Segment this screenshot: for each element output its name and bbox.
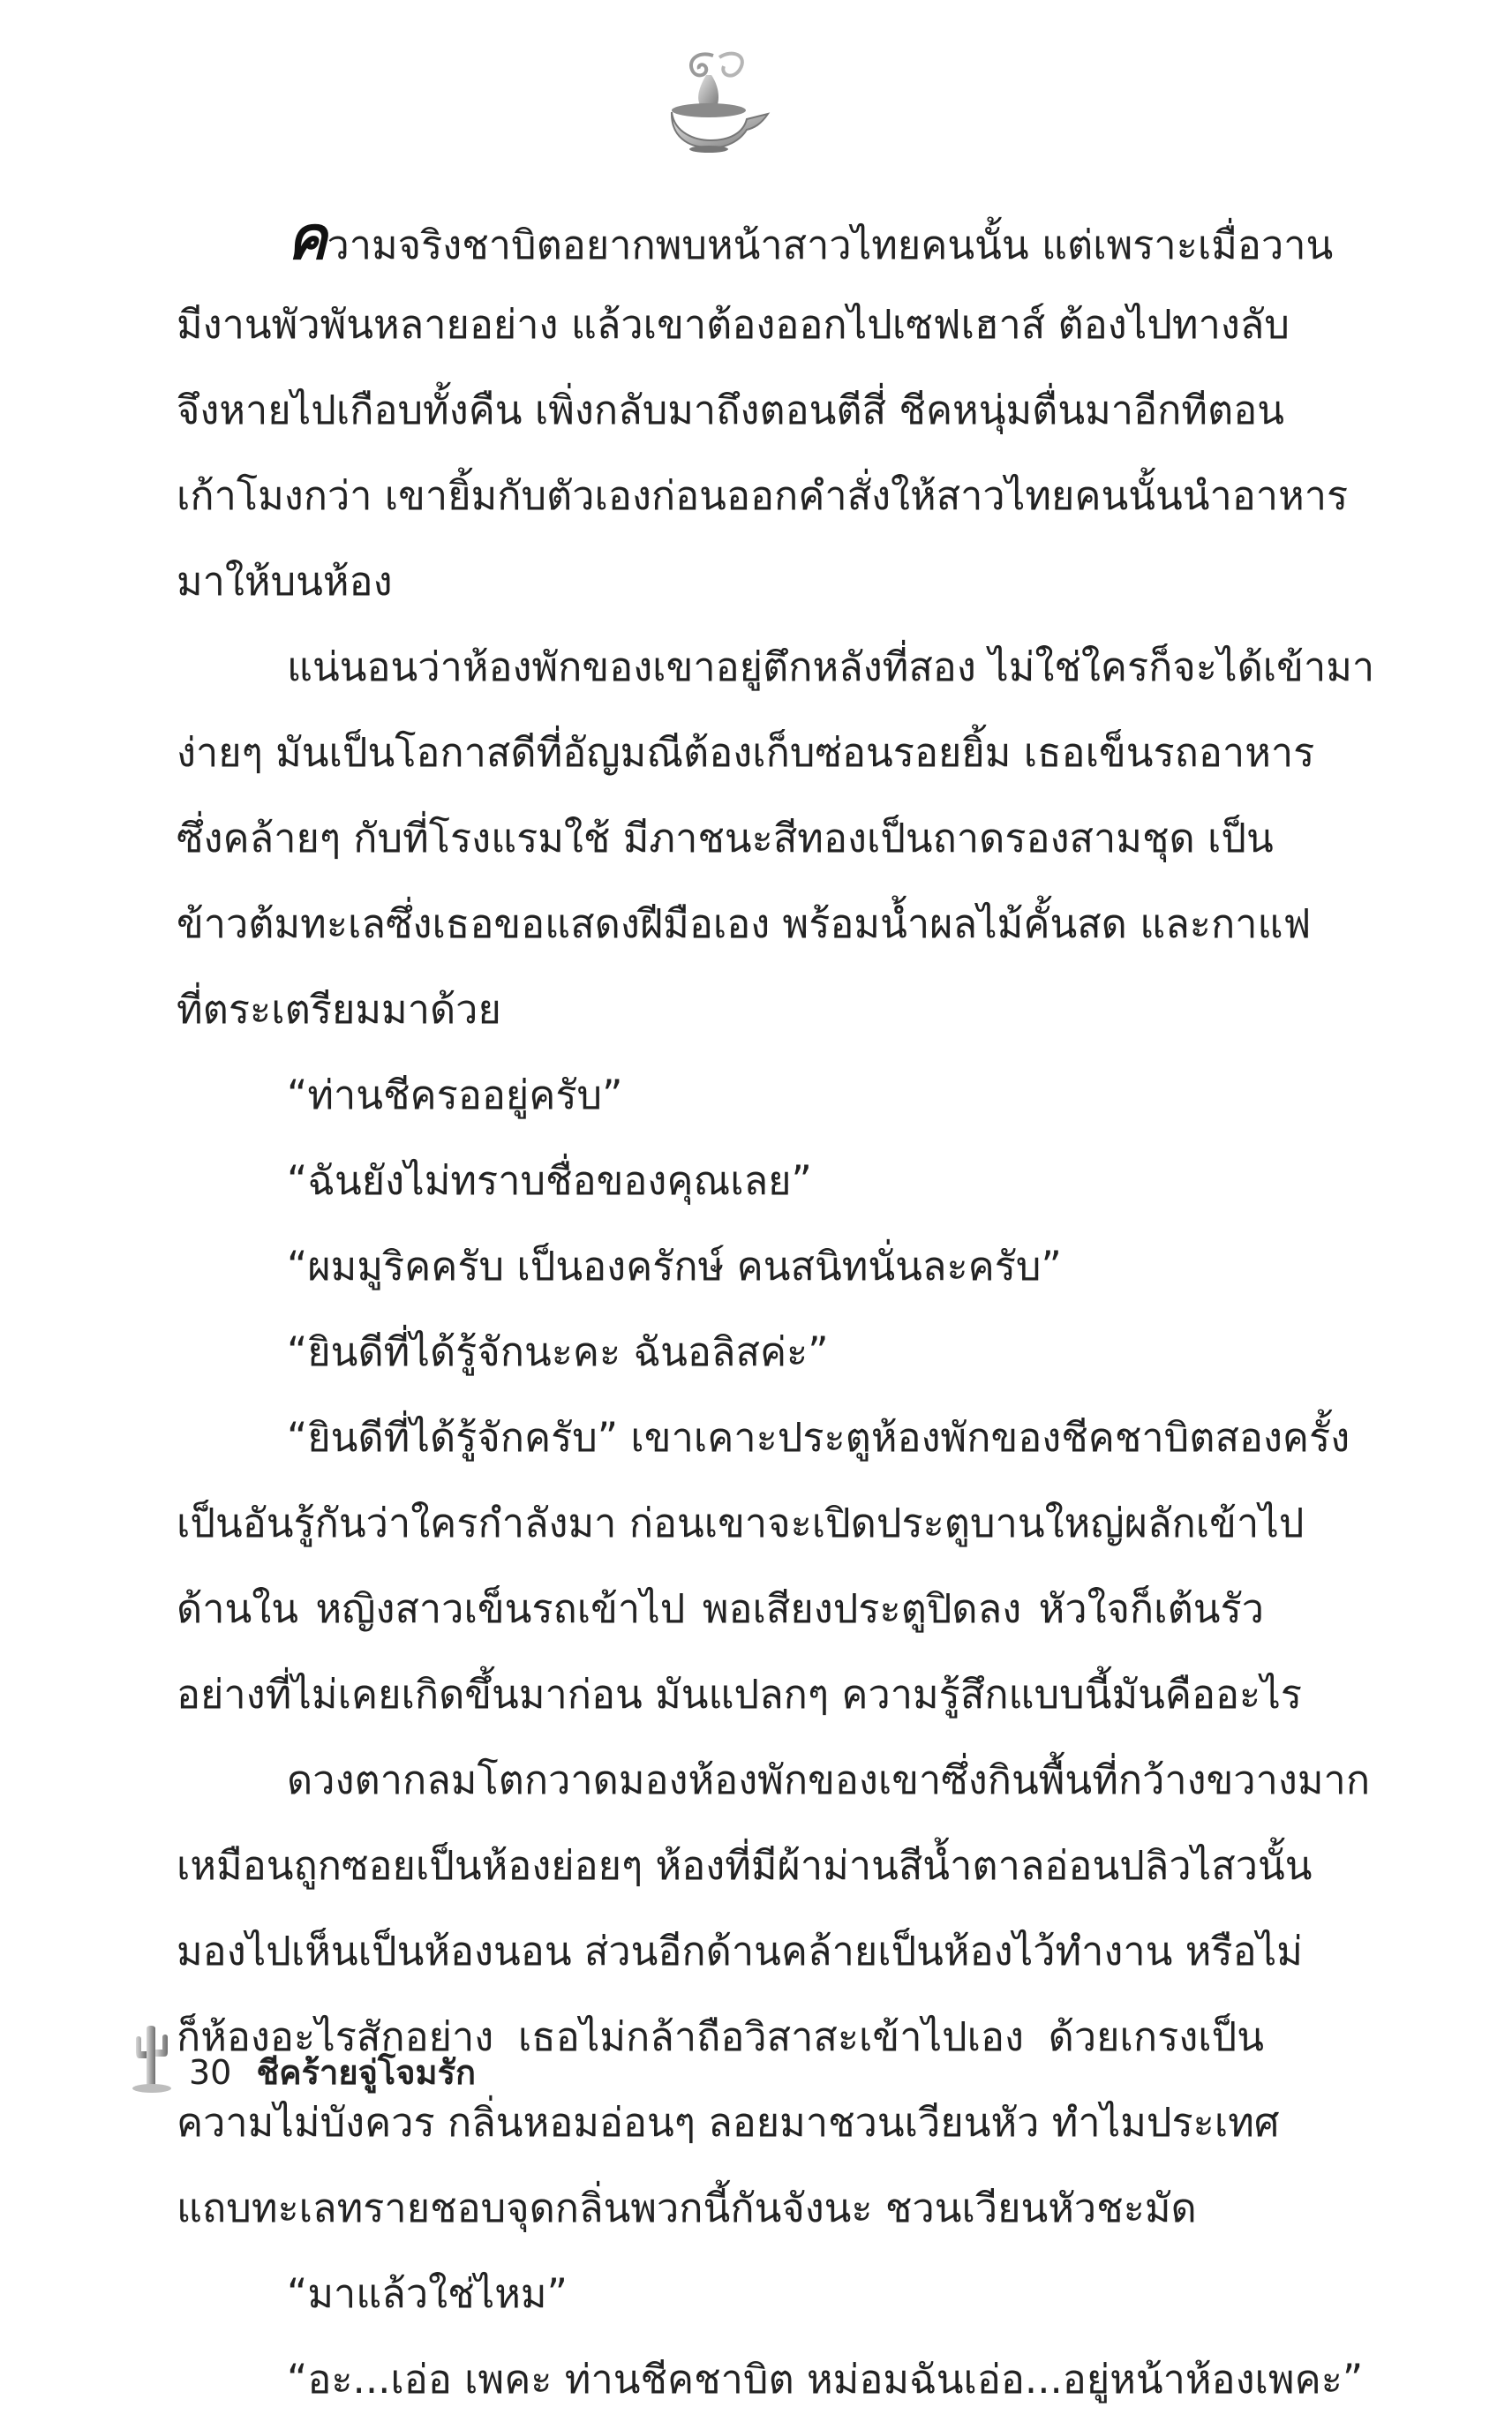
text-line: ซึ่งคล้ายๆ กับที่โรงแรมใช้ มีภาชนะสีทองเป็นถาดรองสามชุด เป็น (177, 815, 1274, 861)
drop-cap: ค (287, 204, 327, 274)
dialogue-line: “ท่านชีครออยู่ครับ” (287, 1072, 623, 1118)
text-line: อย่างที่ไม่เคยเกิดขึ้นมาก่อน มันแปลกๆ ความรู้สึกแบบนี้มันคืออะไร (177, 1671, 1303, 1718)
page-number: 30 (189, 2053, 232, 2092)
dialogue-line: “ยินดีที่ได้รู้จักนะคะ ฉันอลิสค่ะ” (287, 1328, 829, 1375)
text-line: มองไปเห็นเป็นห้องนอน ส่วนอีกด้านคล้ายเป็นห้องไว้ทำงาน หรือไม่ (177, 1928, 1303, 1974)
text-line: ข้าวต้มทะเลซึ่งเธอขอแสดงฝีมือเอง พร้อมน้ำผลไม้คั้นสด และกาแฟ (177, 900, 1312, 947)
text-line: ความไม่บังควร กลิ่นหอมอ่อนๆ ลอยมาชวนเวียนหัว ทำไมประเทศ (177, 2099, 1280, 2146)
dialogue-line: “ฉันยังไม่ทราบชื่อของคุณเลย” (287, 1157, 812, 1204)
dialogue-line: “อะ...เอ่อ เพคะ ท่านชีคชาบิต หม่อมฉันเอ่อ...อยู่หน้าห้องเพคะ” (287, 2356, 1364, 2403)
cactus-icon (131, 2023, 173, 2094)
text-line: ก็ห้องอะไรสักอย่าง เธอไม่กล้าถือวิสาสะเข้าไปเอง ด้วยเกรงเป็น (177, 2013, 1264, 2060)
text-line: แน่นอนว่าห้องพักของเขาอยู่ตึกหลังที่สอง ไม่ใช่ใครก็จะได้เข้ามา (287, 643, 1375, 690)
text-line: เหมือนถูกซอยเป็นห้องย่อยๆ ห้องที่มีผ้าม่านสีน้ำตาลอ่อนปลิวไสวนั้น (177, 1842, 1313, 1889)
page-footer (131, 2023, 476, 2094)
text-line: มาให้บนห้อง (177, 558, 393, 605)
text-line: มีงานพัวพันหลายอย่าง แล้วเขาต้องออกไปเซฟเฮาส์ ต้องไปทางลับ (177, 301, 1290, 348)
text-line: เป็นอันรู้กันว่าใครกำลังมา ก่อนเขาจะเปิดประตูบานใหญ่ผลักเข้าไป (177, 1500, 1305, 1546)
book-title: ชีคร้ายจู่โจมรัก (256, 2053, 476, 2092)
text-line: “ยินดีที่ได้รู้จักครับ” เขาเคาะประตูห้องพักของชีคชาบิตสองครั้ง (287, 1414, 1350, 1461)
text-line: จึงหายไปเกือบทั้งคืน เพิ่งกลับมาถึงตอนตีสี่ ชีคหนุ่มตื่นมาอีกทีตอน (177, 387, 1285, 433)
dialogue-line: “ผมมูริคครับ เป็นองครักษ์ คนสนิทนั่นละครับ” (287, 1243, 1062, 1290)
text-line: เก้าโมงกว่า เขายิ้มกับตัวเองก่อนออกคำสั่งให้สาวไทยคนนั้นนำอาหาร (177, 472, 1349, 519)
text-line: ดวงตากลมโตกวาดมองห้องพักของเขาซึ่งกินพื้นที่กว้างขวางมาก (287, 1756, 1371, 1803)
dialogue-line: “มาแล้วใช่ไหม” (287, 2270, 568, 2317)
text-line: ที่ตระเตรียมมาด้วย (177, 986, 501, 1033)
lamp-ornament-icon (644, 49, 777, 154)
text-line: แถบทะเลทรายชอบจุดกลิ่นพวกนี้กันจังนะ ชวนเวียนหัวชะมัด (177, 2185, 1197, 2231)
text-line: ด้านใน หญิงสาวเข็นรถเข้าไป พอเสียงประตูปิดลง หัวใจก็เต้นรัว (177, 1585, 1264, 1632)
text-line: ความจริงชาบิตอยากพบหน้าสาวไทยคนนั้น แต่เพราะเมื่อวาน (287, 204, 1334, 274)
text-line: ง่ายๆ มันเป็นโอกาสดีที่อัญมณีต้องเก็บซ่อนรอยยิ้ม เธอเข็นรถอาหาร (177, 729, 1315, 776)
